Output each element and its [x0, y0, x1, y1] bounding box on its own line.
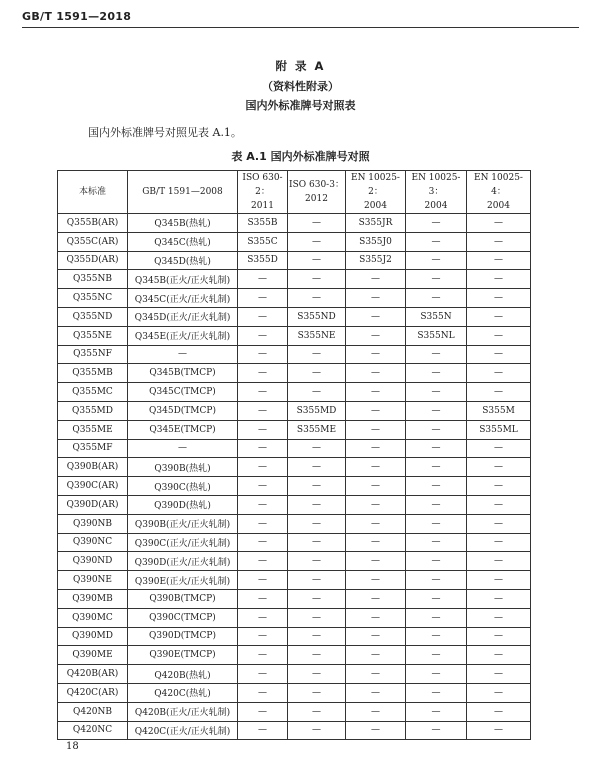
- table-cell: —: [467, 571, 531, 590]
- table-cell: —: [238, 552, 288, 571]
- table-cell: —: [238, 721, 288, 740]
- table-cell: —: [406, 289, 467, 308]
- table-cell: —: [467, 627, 531, 646]
- table-row: [58, 289, 531, 308]
- table-cell: —: [346, 364, 406, 383]
- table-row: [58, 571, 531, 590]
- table-cell: —: [238, 326, 288, 345]
- table-cell: —: [467, 232, 531, 251]
- table-cell: —: [288, 702, 346, 721]
- table-cell: Q355MB: [58, 364, 128, 383]
- table-row: [58, 439, 531, 458]
- table-row: [58, 251, 531, 270]
- table-row: [58, 420, 531, 439]
- table-row: [58, 364, 531, 383]
- table-cell: —: [346, 383, 406, 402]
- annex-heading: 国内外标准牌号对照表: [245, 99, 356, 112]
- table-cell: —: [406, 214, 467, 233]
- table-cell: —: [346, 552, 406, 571]
- table-cell: —: [406, 589, 467, 608]
- table-cell: —: [238, 307, 288, 326]
- table-row: [58, 646, 531, 665]
- table-cell: —: [406, 401, 467, 420]
- table-cell: —: [346, 627, 406, 646]
- table-cell: —: [467, 307, 531, 326]
- table-cell: Q390C(TMCP): [128, 608, 238, 627]
- column-header-line: 本标准: [78, 187, 106, 197]
- table-cell: —: [346, 458, 406, 477]
- table-row: [58, 702, 531, 721]
- table-cell: S355ND: [288, 307, 346, 326]
- table-cell: —: [467, 702, 531, 721]
- table-cell: —: [238, 383, 288, 402]
- table-cell: —: [406, 533, 467, 552]
- table-cell: —: [406, 514, 467, 533]
- table-cell: Q390D(热轧): [128, 495, 238, 514]
- table-cell: Q390D(正火/正火轧制): [128, 552, 238, 571]
- table-cell: S355D: [238, 251, 288, 270]
- table-cell: Q355ME: [58, 420, 128, 439]
- table-cell: —: [406, 232, 467, 251]
- table-cell: Q420C(正火/正火轧制): [128, 721, 238, 740]
- table-cell: —: [346, 345, 406, 364]
- table-cell: —: [467, 533, 531, 552]
- table-cell: Q420B(正火/正火轧制): [128, 702, 238, 721]
- table-cell: —: [288, 627, 346, 646]
- table-row: [58, 514, 531, 533]
- table-cell: Q390MB: [58, 589, 128, 608]
- table-header-row: [58, 171, 531, 214]
- table-cell: Q420B(AR): [58, 665, 128, 684]
- table-cell: S355JR: [346, 214, 406, 233]
- table-cell: —: [288, 477, 346, 496]
- table-cell: —: [467, 665, 531, 684]
- table-row: [58, 326, 531, 345]
- table-cell: —: [406, 495, 467, 514]
- table-cell: Q390E(TMCP): [128, 646, 238, 665]
- table-cell: —: [467, 214, 531, 233]
- intro-paragraph: 国内外标准牌号对照见表 A.1。: [88, 126, 242, 139]
- table-cell: —: [238, 270, 288, 289]
- table-cell: Q390C(AR): [58, 477, 128, 496]
- table-cell: —: [288, 458, 346, 477]
- table-cell: —: [238, 345, 288, 364]
- column-header: [467, 171, 531, 214]
- table-cell: —: [238, 533, 288, 552]
- table-cell: —: [346, 307, 406, 326]
- table-cell: —: [406, 270, 467, 289]
- column-header-line: EN 10025-2：: [351, 173, 400, 197]
- table-cell: S355C: [238, 232, 288, 251]
- table-cell: Q345D(正火/正火轧制): [128, 307, 238, 326]
- table-cell: —: [467, 289, 531, 308]
- standard-code-header: GB/T 1591—2018: [22, 10, 132, 23]
- table-cell: —: [238, 683, 288, 702]
- table-cell: —: [238, 477, 288, 496]
- table-cell: —: [467, 683, 531, 702]
- table-cell: Q420C(AR): [58, 683, 128, 702]
- table-cell: —: [288, 251, 346, 270]
- table-row: [58, 683, 531, 702]
- table-cell: Q355ND: [58, 307, 128, 326]
- table-cell: —: [467, 477, 531, 496]
- table-cell: Q355NF: [58, 345, 128, 364]
- grade-comparison-table: [57, 170, 531, 740]
- table-cell: —: [288, 646, 346, 665]
- column-header-line: 2004: [424, 201, 448, 211]
- table-cell: —: [238, 665, 288, 684]
- table-cell: Q345B(热轧): [128, 214, 238, 233]
- table-cell: Q390D(AR): [58, 495, 128, 514]
- table-cell: —: [406, 683, 467, 702]
- table-cell: —: [346, 646, 406, 665]
- table-cell: —: [346, 665, 406, 684]
- table-cell: S355NL: [406, 326, 467, 345]
- table-cell: —: [128, 439, 238, 458]
- column-header-line: 2004: [487, 201, 510, 211]
- table-cell: —: [467, 270, 531, 289]
- table-cell: S355M: [467, 401, 531, 420]
- table-cell: —: [467, 326, 531, 345]
- table-row: [58, 627, 531, 646]
- table-cell: —: [406, 608, 467, 627]
- table-cell: S355ME: [288, 420, 346, 439]
- table-cell: —: [467, 251, 531, 270]
- table-cell: —: [467, 514, 531, 533]
- table-cell: Q390C(热轧): [128, 477, 238, 496]
- table-cell: —: [288, 345, 346, 364]
- table-cell: Q355MF: [58, 439, 128, 458]
- table-cell: Q390E(正火/正火轧制): [128, 571, 238, 590]
- table-cell: —: [288, 214, 346, 233]
- table-cell: —: [238, 589, 288, 608]
- table-cell: Q355C(AR): [58, 232, 128, 251]
- table-cell: —: [467, 345, 531, 364]
- table-cell: S355NE: [288, 326, 346, 345]
- table-cell: —: [288, 608, 346, 627]
- table-cell: —: [467, 552, 531, 571]
- table-cell: —: [346, 683, 406, 702]
- column-header-line: GB/T 1591—2008: [142, 187, 223, 197]
- table-row: [58, 665, 531, 684]
- table-cell: —: [346, 608, 406, 627]
- table-row: [58, 232, 531, 251]
- table-cell: Q345E(正火/正火轧制): [128, 326, 238, 345]
- page-number: 18: [66, 741, 79, 752]
- table-cell: —: [346, 401, 406, 420]
- table-cell: —: [288, 589, 346, 608]
- table-cell: —: [406, 627, 467, 646]
- table-cell: —: [346, 495, 406, 514]
- table-cell: Q420B(热轧): [128, 665, 238, 684]
- table-caption: 表 A.1 国内外标准牌号对照: [231, 150, 370, 163]
- header-divider: [22, 27, 579, 28]
- table-cell: —: [238, 401, 288, 420]
- column-header: [238, 171, 288, 214]
- table-row: [58, 214, 531, 233]
- table-cell: S355J2: [346, 251, 406, 270]
- column-header-line: EN 10025-3：: [411, 173, 461, 197]
- column-header-line: 2012: [305, 194, 328, 204]
- table-cell: —: [346, 439, 406, 458]
- table-cell: —: [346, 289, 406, 308]
- table-cell: —: [406, 345, 467, 364]
- table-cell: —: [288, 533, 346, 552]
- column-header: [346, 171, 406, 214]
- table-cell: —: [406, 420, 467, 439]
- table-cell: —: [238, 702, 288, 721]
- table-cell: —: [288, 571, 346, 590]
- table-cell: Q355D(AR): [58, 251, 128, 270]
- table-cell: —: [238, 458, 288, 477]
- table-cell: S355N: [406, 307, 467, 326]
- table-cell: —: [467, 495, 531, 514]
- column-header: [128, 171, 238, 214]
- table-cell: —: [288, 289, 346, 308]
- table-cell: —: [467, 589, 531, 608]
- table-cell: Q390NE: [58, 571, 128, 590]
- table-cell: —: [406, 383, 467, 402]
- table-cell: Q390B(热轧): [128, 458, 238, 477]
- table-cell: Q390NC: [58, 533, 128, 552]
- table-cell: —: [346, 533, 406, 552]
- table-cell: —: [467, 383, 531, 402]
- table-row: [58, 608, 531, 627]
- table-row: [58, 721, 531, 740]
- table-cell: —: [346, 721, 406, 740]
- column-header-line: 2011: [251, 201, 274, 211]
- table-cell: —: [128, 345, 238, 364]
- table-cell: —: [238, 514, 288, 533]
- table-row: [58, 589, 531, 608]
- table-cell: —: [406, 665, 467, 684]
- column-header-line: 2004: [364, 201, 387, 211]
- table-cell: Q345C(正火/正火轧制): [128, 289, 238, 308]
- table-cell: S355ML: [467, 420, 531, 439]
- table-cell: Q345B(正火/正火轧制): [128, 270, 238, 289]
- table-cell: —: [346, 326, 406, 345]
- table-cell: —: [467, 364, 531, 383]
- column-header-line: ISO 630-2：: [242, 173, 283, 197]
- table-cell: —: [238, 571, 288, 590]
- table-cell: —: [467, 608, 531, 627]
- table-cell: Q345D(热轧): [128, 251, 238, 270]
- table-cell: S355MD: [288, 401, 346, 420]
- table-cell: —: [406, 364, 467, 383]
- table-cell: Q420C(热轧): [128, 683, 238, 702]
- table-cell: S355B: [238, 214, 288, 233]
- table-row: [58, 552, 531, 571]
- table-cell: —: [406, 702, 467, 721]
- table-row: [58, 533, 531, 552]
- table-cell: —: [288, 514, 346, 533]
- column-header: [58, 171, 128, 214]
- table-cell: Q355NC: [58, 289, 128, 308]
- table-cell: —: [406, 439, 467, 458]
- column-header: [288, 171, 346, 214]
- table-cell: Q390ND: [58, 552, 128, 571]
- table-cell: —: [406, 477, 467, 496]
- table-cell: —: [346, 514, 406, 533]
- table-cell: —: [346, 270, 406, 289]
- table-cell: Q390B(TMCP): [128, 589, 238, 608]
- table-cell: —: [467, 721, 531, 740]
- table-cell: —: [288, 495, 346, 514]
- table-row: [58, 307, 531, 326]
- table-cell: Q390C(正火/正火轧制): [128, 533, 238, 552]
- table-row: [58, 477, 531, 496]
- table-cell: —: [406, 571, 467, 590]
- table-cell: Q345B(TMCP): [128, 364, 238, 383]
- table-cell: —: [288, 665, 346, 684]
- table-cell: —: [406, 721, 467, 740]
- column-header-line: ISO 630-3：: [289, 180, 344, 190]
- table-cell: —: [288, 270, 346, 289]
- table-cell: —: [406, 552, 467, 571]
- table-cell: —: [288, 439, 346, 458]
- table-row: [58, 401, 531, 420]
- table-cell: —: [346, 477, 406, 496]
- table-cell: —: [238, 364, 288, 383]
- table-cell: Q390B(正火/正火轧制): [128, 514, 238, 533]
- table-cell: Q345C(热轧): [128, 232, 238, 251]
- table-cell: S355J0: [346, 232, 406, 251]
- column-header: [406, 171, 467, 214]
- table-cell: Q390ME: [58, 646, 128, 665]
- table-cell: Q355NE: [58, 326, 128, 345]
- table-cell: —: [288, 721, 346, 740]
- table-cell: —: [238, 420, 288, 439]
- table-cell: Q345E(TMCP): [128, 420, 238, 439]
- table-cell: —: [288, 383, 346, 402]
- table-cell: —: [238, 646, 288, 665]
- annex-title: 附 录 A: [275, 59, 326, 73]
- table-cell: —: [238, 495, 288, 514]
- table-cell: Q345D(TMCP): [128, 401, 238, 420]
- table-cell: —: [406, 646, 467, 665]
- table-cell: —: [288, 552, 346, 571]
- table-cell: Q390MD: [58, 627, 128, 646]
- table-cell: —: [238, 289, 288, 308]
- table-cell: Q390NB: [58, 514, 128, 533]
- table-cell: —: [467, 439, 531, 458]
- table-cell: —: [238, 608, 288, 627]
- table-cell: Q355B(AR): [58, 214, 128, 233]
- table-cell: —: [346, 571, 406, 590]
- table-row: [58, 458, 531, 477]
- table-cell: —: [346, 420, 406, 439]
- table-cell: —: [406, 251, 467, 270]
- table-row: [58, 495, 531, 514]
- table-cell: Q355NB: [58, 270, 128, 289]
- table-cell: Q390MC: [58, 608, 128, 627]
- table-cell: Q420NC: [58, 721, 128, 740]
- annex-subtitle: （资料性附录）: [262, 80, 339, 93]
- table-row: [58, 270, 531, 289]
- table-cell: —: [288, 683, 346, 702]
- table-row: [58, 383, 531, 402]
- table-cell: —: [467, 458, 531, 477]
- table-body: [58, 214, 531, 740]
- table-cell: Q390B(AR): [58, 458, 128, 477]
- table-cell: —: [346, 589, 406, 608]
- table-cell: —: [406, 458, 467, 477]
- table-cell: —: [288, 232, 346, 251]
- table-cell: —: [467, 646, 531, 665]
- table-cell: Q355MD: [58, 401, 128, 420]
- table-cell: —: [346, 702, 406, 721]
- table-cell: Q390D(TMCP): [128, 627, 238, 646]
- table-cell: —: [238, 627, 288, 646]
- table-cell: —: [238, 439, 288, 458]
- table-cell: Q345C(TMCP): [128, 383, 238, 402]
- table-cell: —: [288, 364, 346, 383]
- table-cell: Q420NB: [58, 702, 128, 721]
- column-header-line: EN 10025-4：: [474, 173, 523, 197]
- table-cell: Q355MC: [58, 383, 128, 402]
- table-row: [58, 345, 531, 364]
